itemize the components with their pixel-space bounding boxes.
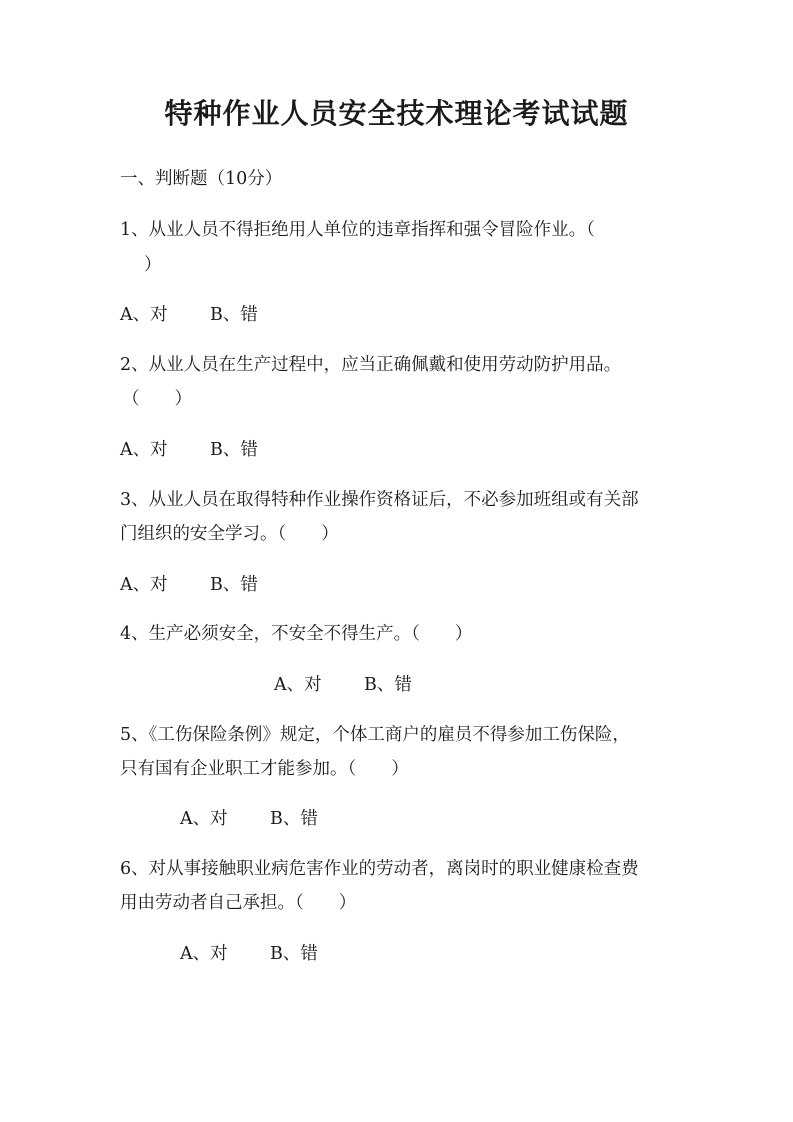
question-1-text-cont: ） [144, 255, 162, 275]
question-3-text-cont: 门组织的安全学习。（ ） [120, 524, 339, 544]
question-3-text: 3、从业人员在取得特种作业操作资格证后，不必参加班组或有关部 [120, 490, 639, 510]
question-2-text-cont: （ ） [122, 389, 192, 409]
question-6-text-cont: 用由劳动者自己承担。（ ） [120, 893, 357, 913]
question-2-option-a[interactable]: A、对 [120, 440, 168, 460]
question-5-text: 5、《工伤保险条例》规定，个体工商户的雇员不得参加工伤保险， [120, 725, 630, 745]
question-6-option-b[interactable]: B、错 [270, 944, 318, 964]
question-4-text: 4、生产必须安全，不安全不得生产。（ ） [120, 624, 473, 644]
question-6-option-a[interactable]: A、对 [180, 944, 228, 964]
question-2-text: 2、从业人员在生产过程中，应当正确佩戴和使用劳动防护用品。 [120, 355, 622, 375]
question-3-option-a[interactable]: A、对 [120, 575, 168, 595]
question-1-option-a[interactable]: A、对 [120, 305, 168, 325]
question-2-option-b[interactable]: B、错 [210, 440, 258, 460]
question-1-text: 1、从业人员不得拒绝用人单位的违章指挥和强令冒险作业。（ [120, 220, 595, 240]
section-heading: 一、判断题（10分） [120, 169, 283, 189]
question-5-option-b[interactable]: B、错 [270, 809, 318, 829]
question-6-text: 6、对从事接触职业病危害作业的劳动者，离岗时的职业健康检查费 [120, 859, 639, 879]
question-4-option-b[interactable]: B、错 [364, 675, 412, 695]
question-3-option-b[interactable]: B、错 [210, 575, 258, 595]
exam-title: 特种作业人员安全技术理论考试试题 [164, 97, 629, 130]
question-4-option-a[interactable]: A、对 [274, 675, 322, 695]
question-5-text-cont: 只有国有企业职工才能参加。（ ） [120, 759, 409, 779]
question-5-option-a[interactable]: A、对 [180, 809, 228, 829]
question-1-option-b[interactable]: B、错 [210, 305, 258, 325]
